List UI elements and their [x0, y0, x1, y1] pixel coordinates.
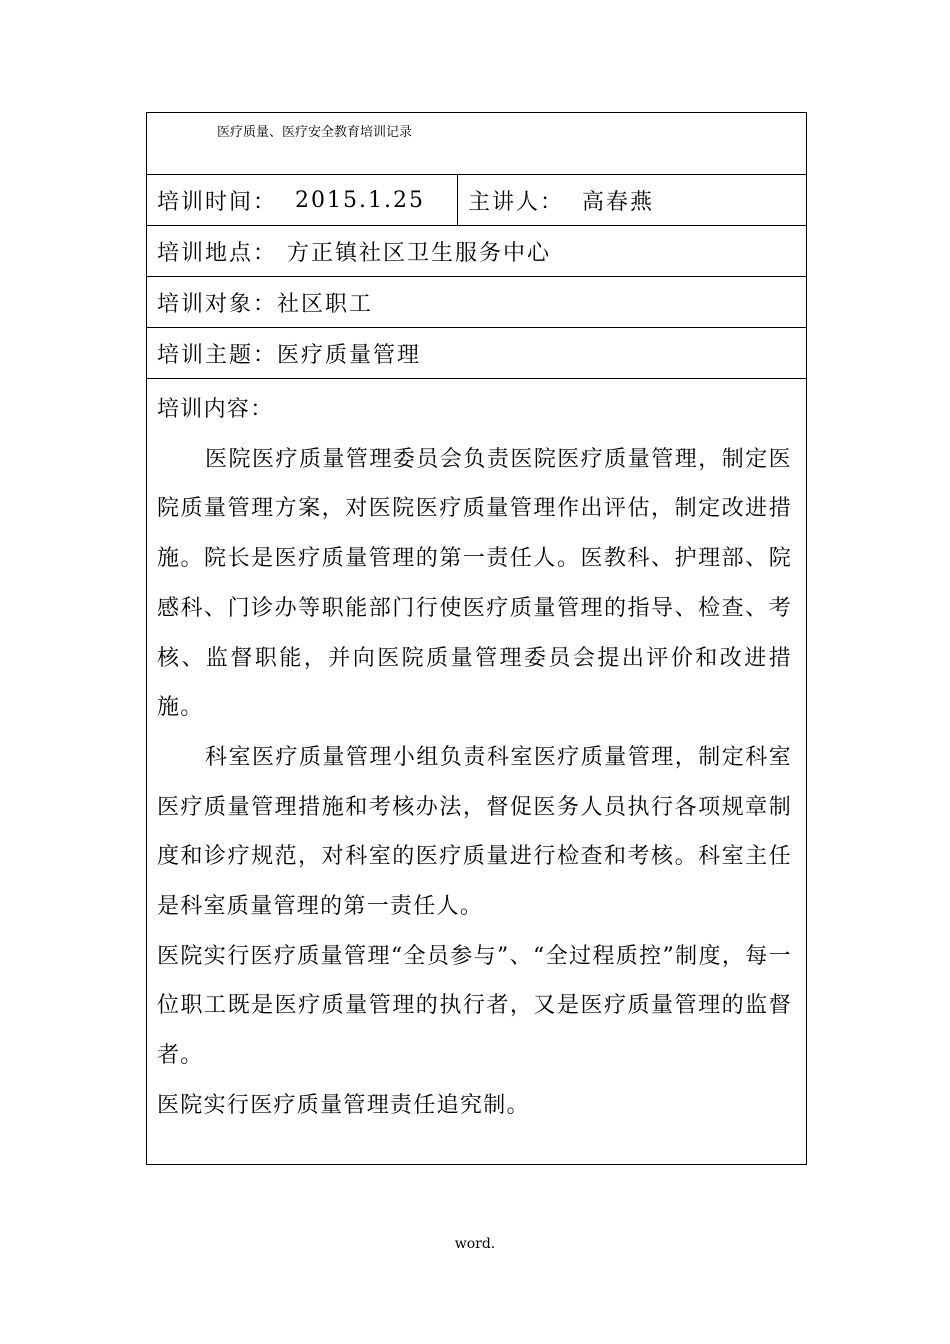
document-title: 医疗质量、医疗安全教育培训记录 [217, 125, 413, 140]
content-paragraph-4: 医院实行医疗质量管理责任追究制。 [157, 1092, 530, 1118]
training-record-table [146, 112, 807, 1165]
speaker-label: 主讲人： [468, 189, 565, 215]
content-label: 培训内容： [157, 397, 274, 422]
speaker-cell [458, 175, 654, 225]
time-cell [147, 175, 458, 225]
page-footer: word. [454, 1236, 496, 1252]
time-value: 2015.1.25 [295, 187, 425, 213]
topic-row [147, 328, 806, 379]
content-paragraph-3: 医院实行医疗质量管理“全员参与”、“全过程质控”制度，每一位职工既是医疗质量管理的执行者，又是医疗质量管理的监督者。 [157, 943, 792, 1069]
speaker-value: 高春燕 [582, 189, 655, 215]
location-label: 培训地点： [157, 240, 278, 266]
title-row [147, 113, 806, 175]
time-speaker-row [147, 175, 806, 226]
audience-label: 培训对象： [157, 291, 278, 317]
topic-label: 培训主题： [157, 342, 278, 368]
content-paragraph-2: 科室医疗质量管理小组负责科室医疗质量管理，制定科室医疗质量管理措施和考核办法，督促医务人员执行各项规章制度和诊疗规范，对科室的医疗质量进行检查和考核。科室主任是科室质量管理的第一责任人。 [157, 744, 792, 920]
location-value: 方正镇社区卫生服务中心 [287, 240, 552, 266]
topic-value: 医疗质量管理 [277, 342, 422, 368]
time-label: 培训时间： [157, 189, 278, 215]
audience-row [147, 277, 806, 328]
location-row [147, 226, 806, 277]
content-row [147, 379, 806, 1164]
audience-value: 社区职工 [277, 291, 374, 317]
content-paragraph-1: 医院医疗质量管理委员会负责医院医疗质量管理，制定医院质量管理方案，对医院医疗质量管理作出评估，制定改进措施。院长是医疗质量管理的第一责任人。医教科、护理部、院感科、门诊办等职能部门行使医疗质量管理的指导、检查、考核、监督职能，并向医院质量管理委员会提出评价和改进措施。 [157, 446, 792, 721]
